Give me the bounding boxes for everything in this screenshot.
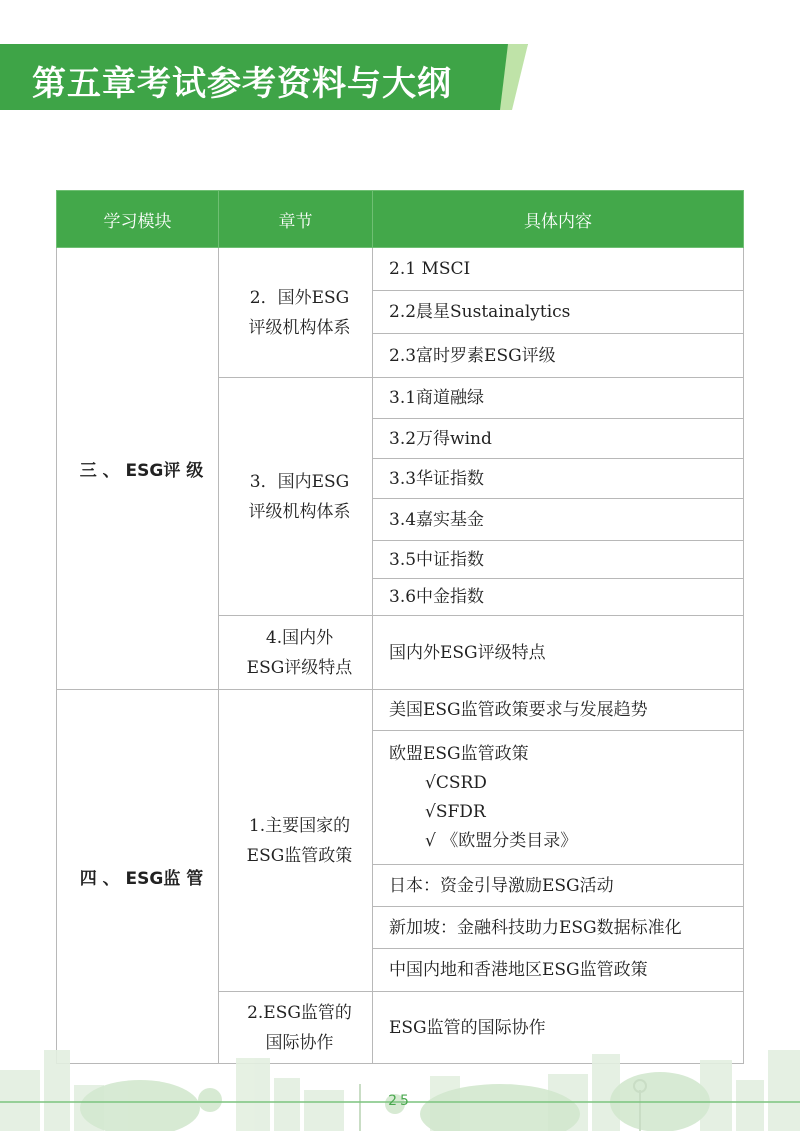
content-cell <box>373 907 744 949</box>
chapter-cell <box>219 690 373 992</box>
content-cell <box>373 499 744 541</box>
module-cell: 四 、 ESG监 管 <box>57 690 219 1064</box>
content-cell <box>373 731 744 865</box>
chapter-line: 国际协作 <box>265 1032 334 1053</box>
table-row <box>57 248 744 291</box>
content-cell <box>373 865 744 907</box>
table-body <box>57 248 744 1064</box>
content-sub-item: √SFDR <box>425 802 486 822</box>
content-line: ESG监管的国际协作 <box>389 1017 546 1038</box>
chapter-line: ESG评级特点 <box>246 657 353 678</box>
table-header-row <box>57 191 744 248</box>
content-line: 3.3华证指数 <box>389 468 485 489</box>
content-cell <box>373 949 744 992</box>
chapter-line: 评级机构体系 <box>248 501 351 522</box>
content-line: 2.1 MSCI <box>389 259 471 279</box>
content-sub-item: √ 《欧盟分类目录》 <box>425 831 578 851</box>
city-skyline-illustration <box>0 1030 800 1131</box>
chapter-banner <box>0 44 528 110</box>
content-line: 国内外ESG评级特点 <box>389 642 546 663</box>
chapter-cell <box>219 378 373 616</box>
chapter-line: 1.主要国家的 <box>248 815 351 836</box>
chapter-line: ESG监管政策 <box>246 845 353 866</box>
chapter-line: 3．国内ESG <box>249 471 350 492</box>
content-line: 美国ESG监管政策要求与发展趋势 <box>389 700 648 720</box>
content-cell <box>373 579 744 616</box>
content-line: 3.6中金指数 <box>389 587 485 607</box>
content-line: 2.3富时罗素ESG评级 <box>389 345 556 366</box>
chapter-cell <box>219 248 373 378</box>
module-cell: 三 、 ESG评 级 <box>57 248 219 690</box>
header-chapter: 章节 <box>219 191 373 248</box>
content-cell <box>373 334 744 378</box>
content-cell <box>373 291 744 334</box>
chapter-line: 2．国外ESG <box>249 287 350 308</box>
page-title: 第五章考试参考资料与大纲 <box>32 64 452 104</box>
chapter-cell <box>219 616 373 690</box>
content-line: 3.2万得wind <box>389 428 492 449</box>
content-cell <box>373 248 744 291</box>
chapter-line: 2.ESG监管的 <box>247 1002 352 1023</box>
header-content: 具体内容 <box>373 191 744 248</box>
content-sub-item: √CSRD <box>425 773 487 793</box>
content-cell <box>373 616 744 690</box>
content-cell <box>373 378 744 419</box>
content-line: 3.4嘉实基金 <box>389 509 485 530</box>
content-cell <box>373 419 744 459</box>
content-line: 3.1商道融绿 <box>389 388 485 408</box>
chapter-line: 4.国内外 <box>265 627 334 648</box>
content-cell <box>373 690 744 731</box>
table-row <box>57 690 744 731</box>
chapter-line: 评级机构体系 <box>248 317 351 338</box>
content-line: 2.2晨星Sustainalytics <box>389 302 571 322</box>
content-line: 新加坡：金融科技助力ESG数据标准化 <box>389 917 682 938</box>
syllabus-table <box>56 190 744 1064</box>
content-line: 日本：资金引导激励ESG活动 <box>389 875 614 896</box>
content-line: 3.5中证指数 <box>389 549 485 570</box>
header-module: 学习模块 <box>57 191 219 248</box>
page-number: 25 <box>388 1093 412 1109</box>
content-cell <box>373 459 744 499</box>
content-cell <box>373 541 744 579</box>
content-line: 欧盟ESG监管政策 <box>389 744 529 764</box>
content-line: 中国内地和香港地区ESG监管政策 <box>389 960 648 980</box>
